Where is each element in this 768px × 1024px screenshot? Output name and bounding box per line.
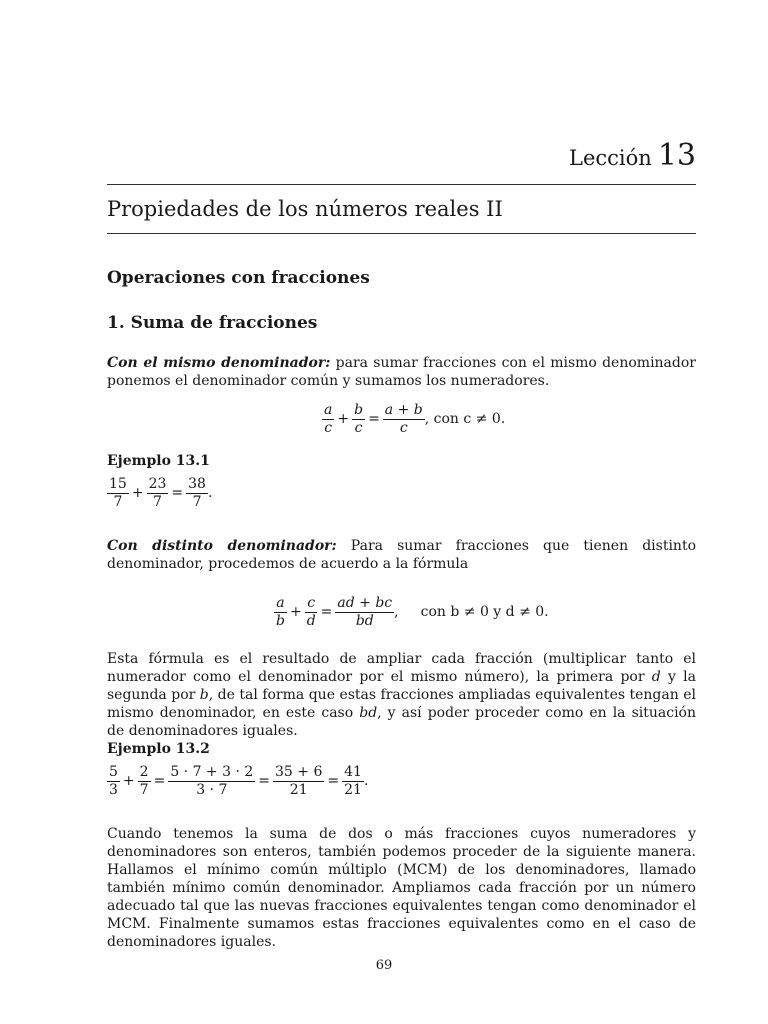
text-same-denominator: para sumar fracciones con el mismo denominador ponemos el denominador común y sumamos los numeradores. [107, 355, 696, 389]
fraction-a-c: $\frac{a}{c}$ [324, 402, 333, 436]
condition-c: , con c ≠ 0. [424, 411, 506, 428]
lead-same-denominator: Con el mismo denominador: [107, 355, 331, 371]
paragraph-same-denominator [107, 354, 696, 390]
section-title: Operaciones con fracciones [107, 268, 370, 288]
paragraph-mcm: Cuando tenemos la suma de dos o más fracciones cuyos numeradores y denominadores son enteros, también podemos proceder de la siguiente manera. Hallamos el mínimo común múltiplo (MCM) de los denominadores, llamado también mínimo común denominador. Ampliamos cada fracción por un número adecuado tal que las nuevas fracciones equivalentes tengan como denominador el MCM. Finalmente sumamos estas fracciones equivalentes como en el caso de denominadores iguales. [107, 826, 696, 950]
text-different-denominator: Para sumar fracciones que tienen distinto denominador, procedemos de acuerdo a la fórmula [107, 538, 696, 572]
formula-same-denominator: $\frac{a}{c}$ + $\frac{b}{c}$ = $\frac{a + b}{c}$ , con c ≠ 0. [324, 402, 506, 436]
paragraph-explanation: Esta fórmula es el resultado de ampliar cada fracción (multiplicar tanto el numerador como el denominador por el mismo número), la primera por d y la segunda por b, de tal forma que estas fracciones ampliadas equivalentes tengan el mismo denominador, en este caso bd, y así poder proceder como en la situación de denominadores iguales. [107, 651, 697, 739]
lead-different-denominator: Con distinto denominador: [107, 538, 337, 554]
lesson-number: 13 [657, 138, 696, 173]
lesson-heading [569, 138, 696, 173]
top-rule [107, 184, 696, 185]
fraction-b-c: $\frac{b}{c}$ [354, 402, 364, 436]
paragraph-different-denominator [107, 537, 696, 573]
fraction-sum: $\frac{a + b}{c}$ [384, 402, 423, 436]
example-13-2-formula: $\frac{5}{3}$ + $\frac{2}{7}$ = $\frac{5 \cdot 7 + 3 \cdot 2}{3 \cdot 7}$ = $\frac{35 + 6}{21}$ = $\frac{41}{21}$ . [109, 764, 369, 798]
lesson-word: Lección [569, 146, 652, 170]
condition-b-d: con b ≠ 0 y d ≠ 0. [420, 604, 549, 621]
chapter-title: Propiedades de los números reales II [107, 197, 503, 221]
bottom-rule [107, 233, 696, 234]
example-13-1-formula: $\frac{15}{7}$ + $\frac{23}{7}$ = $\frac{38}{7}$ . [109, 476, 213, 510]
formula-different-denominator: $\frac{a}{b}$ + $\frac{c}{d}$ = $\frac{ad + bc}{bd}$ , con b ≠ 0 y d ≠ 0. [276, 595, 549, 629]
example-13-2-title: Ejemplo 13.2 [107, 741, 210, 757]
subsection-title: 1. Suma de fracciones [107, 313, 318, 333]
example-13-1-title: Ejemplo 13.1 [107, 453, 210, 469]
page-number: 69 [375, 958, 393, 973]
